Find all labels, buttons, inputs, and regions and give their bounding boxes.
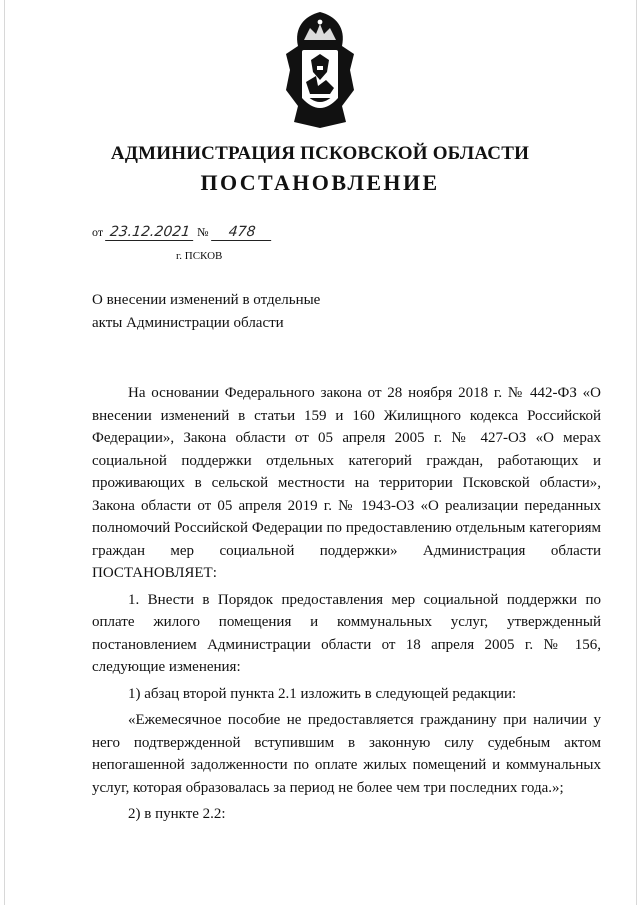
number-prefix: № bbox=[197, 225, 209, 239]
preamble-paragraph: На основании Федерального закона от 28 ноября 2018 г. № 442-ФЗ «О внесении изменений в статьи 159 и 160 Жилищного кодекса Российской Федерации», Закона области от 05 апреля 2005 г. № 427-ОЗ «О мерах социальной поддержки отдельных категорий граждан, работающих и проживающих в сельской местности на территории Псковской области», Закона области от 05 апреля 2019 г. № 1943-ОЗ «О реализации переданных полномочий Российской Федерации по предоставлению отдельным категориям граждан мер социальной поддержки» Администрация области ПОСТАНОВЛЯЕТ: bbox=[92, 385, 601, 581]
scan-edge-right bbox=[636, 0, 637, 905]
subject-line-1: О внесении изменений в отдельные bbox=[92, 292, 321, 308]
document-number: 478 bbox=[211, 224, 273, 241]
date-prefix: от bbox=[92, 225, 104, 239]
city-label: г. ПСКОВ bbox=[176, 250, 223, 262]
registration-line bbox=[92, 224, 272, 241]
subject-line-2: акты Администрации области bbox=[92, 315, 284, 331]
organization-title: АДМИНИСТРАЦИЯ ПСКОВСКОЙ ОБЛАСТИ bbox=[110, 143, 530, 164]
clause-1-paragraph: 1. Внести в Порядок предоставления мер социальной поддержки по оплате жилого помещения и коммунальных услуг, утвержденный постановлением Администрации области от 18 апреля 2005 г. № 156, следующие изменения: bbox=[92, 591, 601, 675]
subclause-1-paragraph: 1) абзац второй пункта 2.1 изложить в следующей редакции: bbox=[128, 685, 517, 702]
document-type-title: ПОСТАНОВЛЕНИЕ bbox=[200, 170, 440, 195]
coat-of-arms-emblem bbox=[284, 10, 356, 128]
subclause-2-paragraph: 2) в пункте 2.2: bbox=[128, 806, 226, 822]
scan-edge-left bbox=[4, 0, 5, 905]
quoted-paragraph: «Ежемесячное пособие не предоставляется гражданину при наличии у него подтвержденной вступившим в законную силу судебным актом непогашенной задолженности по оплате жилых помещений и коммунальных услуг, которая образовалась за период не более чем три последних года.»; bbox=[92, 712, 601, 796]
document-date: 23.12.2021 bbox=[105, 224, 195, 241]
document-subject bbox=[92, 289, 320, 335]
document-body bbox=[92, 382, 601, 826]
